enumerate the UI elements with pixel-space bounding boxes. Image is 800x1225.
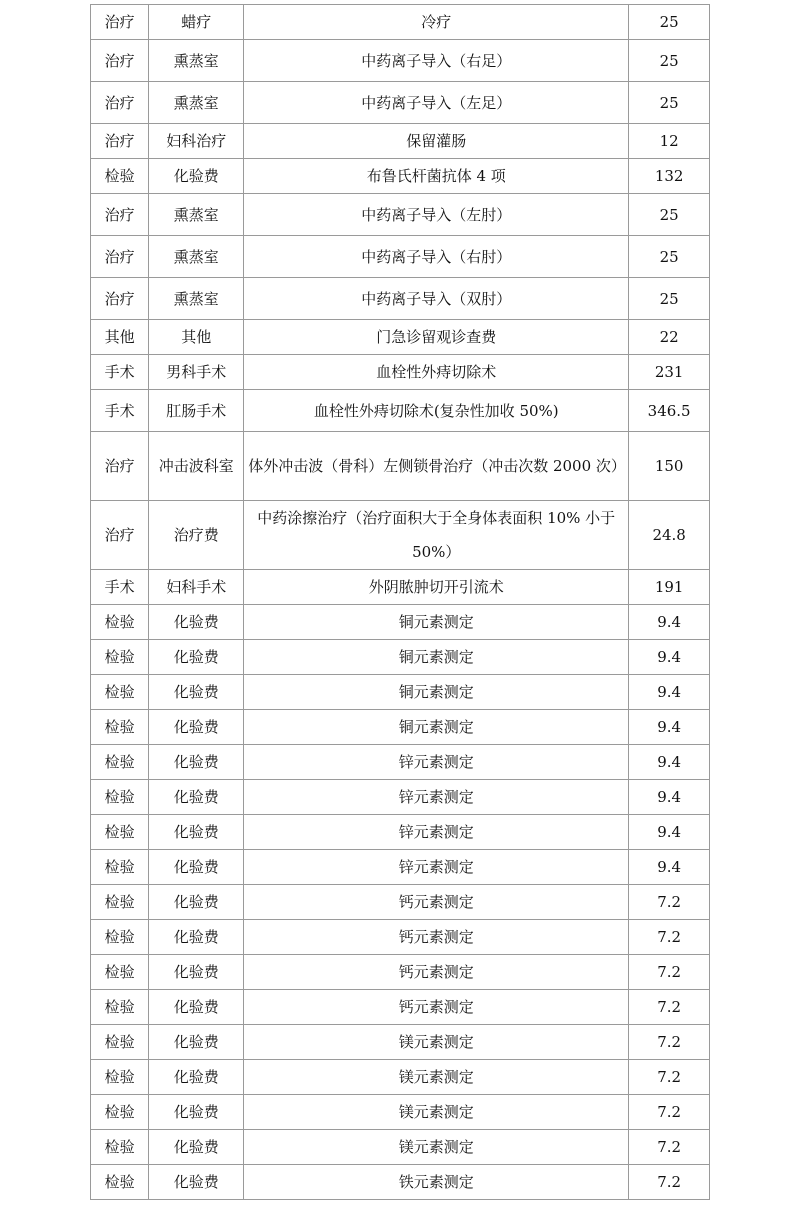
price-cell: 191 (629, 570, 710, 605)
table-row (91, 640, 710, 675)
table-row (91, 40, 710, 82)
item-cell: 钙元素测定 (244, 955, 629, 990)
price-cell: 9.4 (629, 640, 710, 675)
table-row (91, 1130, 710, 1165)
dept-cell: 妇科手术 (149, 570, 244, 605)
category-cell: 检验 (91, 850, 149, 885)
dept-cell: 其他 (149, 320, 244, 355)
category-cell: 检验 (91, 605, 149, 640)
price-cell: 25 (629, 5, 710, 40)
table-row (91, 1165, 710, 1200)
dept-cell: 化验费 (149, 1130, 244, 1165)
table-row (91, 236, 710, 278)
item-cell: 中药离子导入（左肘） (244, 194, 629, 236)
table-row (91, 920, 710, 955)
table-row (91, 675, 710, 710)
dept-cell: 化验费 (149, 1025, 244, 1060)
dept-cell: 化验费 (149, 605, 244, 640)
table-row (91, 990, 710, 1025)
item-cell: 血栓性外痔切除术(复杂性加收 50%) (244, 390, 629, 432)
table-row (91, 1095, 710, 1130)
price-cell: 9.4 (629, 780, 710, 815)
item-cell: 镁元素测定 (244, 1095, 629, 1130)
table-row (91, 605, 710, 640)
item-cell: 锌元素测定 (244, 850, 629, 885)
dept-cell: 化验费 (149, 850, 244, 885)
dept-cell: 化验费 (149, 885, 244, 920)
dept-cell: 治疗费 (149, 501, 244, 570)
price-cell: 25 (629, 278, 710, 320)
price-cell: 25 (629, 82, 710, 124)
item-cell: 锌元素测定 (244, 815, 629, 850)
table-row (91, 885, 710, 920)
price-cell: 9.4 (629, 815, 710, 850)
price-cell: 22 (629, 320, 710, 355)
dept-cell: 化验费 (149, 159, 244, 194)
category-cell: 治疗 (91, 278, 149, 320)
fee-table (90, 4, 710, 1200)
item-cell: 布鲁氏杆菌抗体 4 项 (244, 159, 629, 194)
category-cell: 治疗 (91, 194, 149, 236)
item-cell: 镁元素测定 (244, 1025, 629, 1060)
table-row (91, 1060, 710, 1095)
category-cell: 检验 (91, 1060, 149, 1095)
item-cell: 中药离子导入（右肘） (244, 236, 629, 278)
table-row (91, 82, 710, 124)
item-cell: 外阴脓肿切开引流术 (244, 570, 629, 605)
item-cell: 体外冲击波（骨科）左侧锁骨治疗（冲击次数 2000 次） (244, 432, 629, 501)
item-cell: 锌元素测定 (244, 745, 629, 780)
dept-cell: 化验费 (149, 710, 244, 745)
table-row (91, 815, 710, 850)
price-cell: 7.2 (629, 1095, 710, 1130)
price-cell: 25 (629, 194, 710, 236)
category-cell: 检验 (91, 920, 149, 955)
price-cell: 150 (629, 432, 710, 501)
table-row (91, 194, 710, 236)
item-cell: 保留灌肠 (244, 124, 629, 159)
category-cell: 治疗 (91, 432, 149, 501)
category-cell: 检验 (91, 1025, 149, 1060)
dept-cell: 男科手术 (149, 355, 244, 390)
category-cell: 其他 (91, 320, 149, 355)
table-row (91, 710, 710, 745)
category-cell: 治疗 (91, 236, 149, 278)
item-cell: 中药离子导入（左足） (244, 82, 629, 124)
price-cell: 7.2 (629, 1060, 710, 1095)
price-cell: 7.2 (629, 920, 710, 955)
item-cell: 铜元素测定 (244, 675, 629, 710)
dept-cell: 化验费 (149, 955, 244, 990)
table-row (91, 570, 710, 605)
table-row (91, 780, 710, 815)
item-cell: 钙元素测定 (244, 990, 629, 1025)
price-cell: 9.4 (629, 675, 710, 710)
table-row (91, 955, 710, 990)
dept-cell: 化验费 (149, 1165, 244, 1200)
price-cell: 25 (629, 236, 710, 278)
price-cell: 25 (629, 40, 710, 82)
price-cell: 9.4 (629, 605, 710, 640)
item-cell: 铁元素测定 (244, 1165, 629, 1200)
dept-cell: 熏蒸室 (149, 82, 244, 124)
table-row (91, 124, 710, 159)
dept-cell: 化验费 (149, 640, 244, 675)
item-cell: 铜元素测定 (244, 710, 629, 745)
table-row (91, 745, 710, 780)
item-cell: 钙元素测定 (244, 885, 629, 920)
dept-cell: 熏蒸室 (149, 278, 244, 320)
category-cell: 检验 (91, 780, 149, 815)
item-cell: 铜元素测定 (244, 640, 629, 675)
price-cell: 7.2 (629, 1165, 710, 1200)
dept-cell: 化验费 (149, 780, 244, 815)
item-cell: 冷疗 (244, 5, 629, 40)
price-cell: 231 (629, 355, 710, 390)
category-cell: 检验 (91, 990, 149, 1025)
price-cell: 7.2 (629, 885, 710, 920)
dept-cell: 冲击波科室 (149, 432, 244, 501)
table-row (91, 850, 710, 885)
item-cell: 铜元素测定 (244, 605, 629, 640)
category-cell: 检验 (91, 1130, 149, 1165)
category-cell: 检验 (91, 815, 149, 850)
category-cell: 治疗 (91, 501, 149, 570)
item-cell: 锌元素测定 (244, 780, 629, 815)
category-cell: 检验 (91, 1165, 149, 1200)
category-cell: 手术 (91, 570, 149, 605)
category-cell: 检验 (91, 159, 149, 194)
price-cell: 9.4 (629, 745, 710, 780)
item-cell: 血栓性外痔切除术 (244, 355, 629, 390)
item-cell: 钙元素测定 (244, 920, 629, 955)
table-row (91, 432, 710, 501)
table-row (91, 278, 710, 320)
item-cell: 镁元素测定 (244, 1060, 629, 1095)
price-cell: 7.2 (629, 955, 710, 990)
dept-cell: 化验费 (149, 990, 244, 1025)
category-cell: 检验 (91, 675, 149, 710)
category-cell: 检验 (91, 710, 149, 745)
item-cell: 中药离子导入（双肘） (244, 278, 629, 320)
dept-cell: 化验费 (149, 815, 244, 850)
table-row (91, 501, 710, 570)
price-cell: 24.8 (629, 501, 710, 570)
category-cell: 治疗 (91, 40, 149, 82)
category-cell: 检验 (91, 1095, 149, 1130)
table-row (91, 5, 710, 40)
item-cell: 镁元素测定 (244, 1130, 629, 1165)
dept-cell: 肛肠手术 (149, 390, 244, 432)
price-cell: 346.5 (629, 390, 710, 432)
dept-cell: 熏蒸室 (149, 194, 244, 236)
dept-cell: 化验费 (149, 1095, 244, 1130)
category-cell: 治疗 (91, 82, 149, 124)
category-cell: 手术 (91, 390, 149, 432)
item-cell: 中药涂擦治疗（治疗面积大于全身体表面积 10% 小于 50%） (244, 501, 629, 570)
category-cell: 检验 (91, 885, 149, 920)
category-cell: 治疗 (91, 5, 149, 40)
price-cell: 7.2 (629, 1130, 710, 1165)
item-cell: 门急诊留观诊查费 (244, 320, 629, 355)
dept-cell: 化验费 (149, 920, 244, 955)
dept-cell: 化验费 (149, 1060, 244, 1095)
item-cell: 中药离子导入（右足） (244, 40, 629, 82)
category-cell: 检验 (91, 745, 149, 780)
dept-cell: 熏蒸室 (149, 40, 244, 82)
dept-cell: 妇科治疗 (149, 124, 244, 159)
table-row (91, 1025, 710, 1060)
table-row (91, 159, 710, 194)
dept-cell: 化验费 (149, 745, 244, 780)
dept-cell: 熏蒸室 (149, 236, 244, 278)
price-cell: 12 (629, 124, 710, 159)
price-cell: 7.2 (629, 1025, 710, 1060)
price-cell: 7.2 (629, 990, 710, 1025)
category-cell: 检验 (91, 640, 149, 675)
price-cell: 132 (629, 159, 710, 194)
table-row (91, 355, 710, 390)
table-row (91, 320, 710, 355)
category-cell: 手术 (91, 355, 149, 390)
dept-cell: 化验费 (149, 675, 244, 710)
price-cell: 9.4 (629, 850, 710, 885)
category-cell: 治疗 (91, 124, 149, 159)
table-row (91, 390, 710, 432)
price-cell: 9.4 (629, 710, 710, 745)
category-cell: 检验 (91, 955, 149, 990)
dept-cell: 蜡疗 (149, 5, 244, 40)
